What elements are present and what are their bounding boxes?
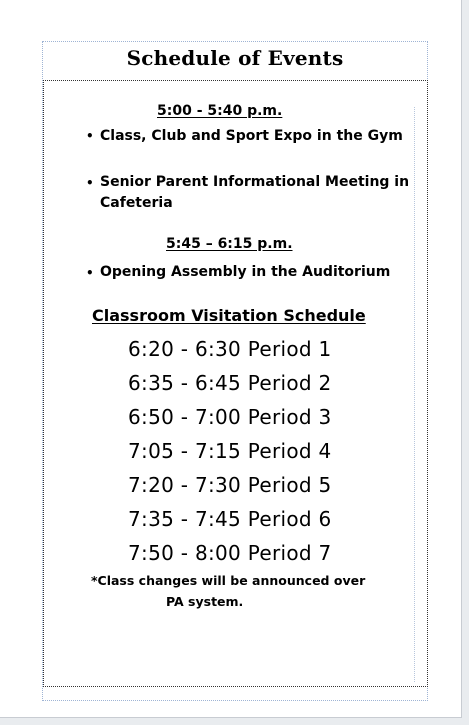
footnote-line2: PA system. bbox=[166, 594, 244, 609]
list-item: Class, Club and Sport Expo in the Gym bbox=[100, 128, 403, 144]
section1-time-heading: 5:00 - 5:40 p.m. bbox=[157, 103, 283, 119]
period-row: 7:20 - 7:30 Period 5 bbox=[128, 473, 332, 497]
period-row: 6:20 - 6:30 Period 1 bbox=[128, 337, 332, 361]
bullet-icon: • bbox=[86, 129, 94, 143]
footnote-line1: *Class changes will be announced over bbox=[91, 573, 366, 588]
period-row: 7:05 - 7:15 Period 4 bbox=[128, 439, 332, 463]
period-row: 6:35 - 6:45 Period 2 bbox=[128, 371, 332, 395]
list-item: Senior Parent Informational Meeting in bbox=[100, 174, 410, 190]
inner-margin-guide bbox=[414, 107, 415, 682]
page-title: Schedule of Events bbox=[126, 46, 344, 70]
period-row: 7:35 - 7:45 Period 6 bbox=[128, 507, 332, 531]
bullet-icon: • bbox=[86, 266, 94, 280]
bullet-icon: • bbox=[86, 176, 94, 190]
period-row: 7:50 - 8:00 Period 7 bbox=[128, 541, 332, 565]
visitation-heading: Classroom Visitation Schedule bbox=[92, 306, 366, 325]
list-item-continuation: Cafeteria bbox=[100, 195, 173, 211]
period-row: 6:50 - 7:00 Period 3 bbox=[128, 405, 332, 429]
section2-time-heading: 5:45 – 6:15 p.m. bbox=[166, 236, 293, 252]
list-item: Opening Assembly in the Auditorium bbox=[100, 264, 391, 280]
